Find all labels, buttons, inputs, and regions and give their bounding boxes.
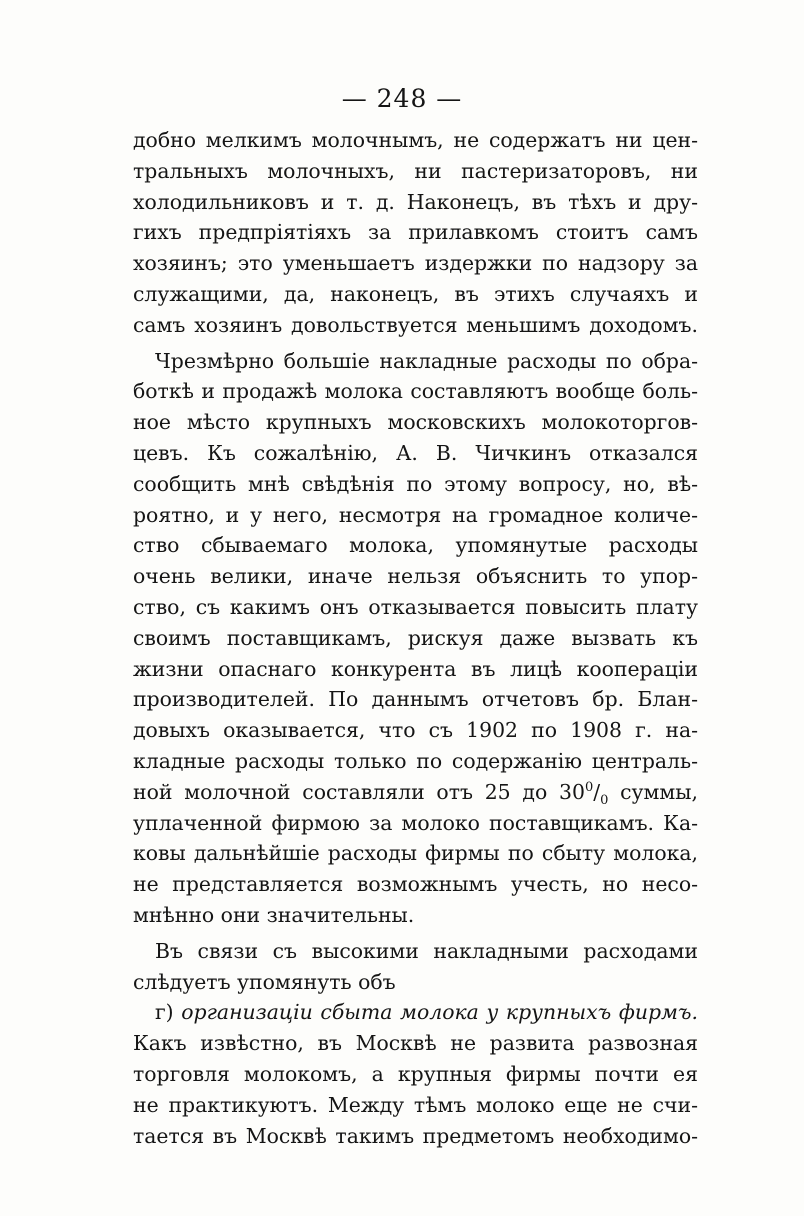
text-line: добно мелкимъ молочнымъ, не содержатъ ни цен-: [133, 128, 698, 152]
paragraph-2: [133, 346, 698, 931]
text-line: своимъ поставщикамъ, рискуя даже вызвать къ: [133, 625, 698, 650]
paragraph-4: [133, 997, 698, 1151]
text-line: самъ хозяинъ довольствуется меньшимъ доходомъ.: [133, 312, 698, 337]
text-line: слѣдуетъ упомянуть объ: [133, 969, 396, 994]
percent-line: [133, 777, 698, 808]
text-line: сообщить мнѣ свѣдѣнія по этому вопросу, но, вѣ-: [133, 471, 698, 496]
text-line: кладные расходы только по содержанію централь-: [133, 748, 698, 773]
text-line: жизни опаснаго конкурента въ лицѣ коопераціи: [133, 656, 698, 681]
text-line: служащими, да, наконецъ, въ этихъ случаяхъ и: [133, 281, 698, 306]
text-line: гихъ предпріятіяхъ за прилавкомъ стоитъ самъ: [133, 220, 698, 245]
text-line: роятно, и у него, несмотря на громадное количе-: [133, 502, 698, 527]
text-line: довыхъ оказывается, что съ 1902 по 1908 г. на-: [133, 718, 698, 743]
text-line: не практикуютъ. Между тѣмъ молоко еще не счи-: [133, 1092, 698, 1117]
percent-sub: 0: [600, 792, 609, 808]
percent-line-after: суммы,: [608, 779, 698, 804]
text-line: хозяинъ; это уменьшаетъ издержки по надзору за: [133, 251, 698, 276]
text-line: очень велики, иначе нельзя объяснить то упор-: [133, 564, 698, 589]
text-line: тральныхъ молочныхъ, ни пастеризаторовъ, ни: [133, 158, 698, 183]
text-line: ство, съ какимъ онъ отказывается повысить плату: [133, 594, 698, 619]
text-line: мнѣнно они значительны.: [133, 902, 415, 927]
percent-sup: 0: [584, 779, 594, 795]
section-heading-line: [133, 997, 698, 1028]
body-text: [133, 125, 698, 1151]
section-heading: организаціи сбыта молока у крупныхъ фирмъ.: [181, 1000, 698, 1025]
text-line: производителей. По даннымъ отчетовъ бр. Блан-: [133, 687, 698, 712]
text-line: уплаченной фирмою за молоко поставщикамъ. Ка-: [133, 810, 698, 835]
text-line: Въ связи съ высокими накладными расходами: [155, 938, 698, 963]
text-line: ковы дальнѣйшіе расходы фирмы по сбыту молока,: [133, 841, 698, 866]
percent-line-before: ной молочной составляли отъ 25 до 30: [133, 779, 585, 804]
text-line: боткѣ и продажѣ молока составляютъ вообще боль-: [133, 379, 698, 404]
text-line: цевъ. Къ сожалѣнію, А. В. Чичкинъ отказался: [133, 440, 698, 465]
paragraph-3: [133, 936, 698, 998]
page-number: — 248 —: [341, 84, 463, 113]
text-line: не представляется возможнымъ учесть, но несо-: [133, 872, 698, 897]
text-line: ство сбываемаго молока, упомянутые расходы: [133, 533, 698, 558]
section-heading-prefix: г): [155, 1000, 182, 1025]
text-line: холодильниковъ и т. д. Наконецъ, въ тѣхъ и дру-: [133, 189, 698, 214]
text-line: Чрезмѣрно большіе накладные расходы по обра-: [155, 348, 698, 373]
percent-slash: /: [593, 779, 601, 804]
paragraph-1: [133, 125, 698, 341]
text-line: Какъ извѣстно, въ Москвѣ не развита развозная: [133, 1031, 698, 1056]
text-line: тается въ Москвѣ такимъ предметомъ необходимо-: [133, 1123, 698, 1148]
text-line: торговля молокомъ, а крупныя фирмы почти ея: [133, 1061, 698, 1086]
text-line: ное мѣсто крупныхъ московскихъ молокоторгов-: [133, 410, 698, 435]
